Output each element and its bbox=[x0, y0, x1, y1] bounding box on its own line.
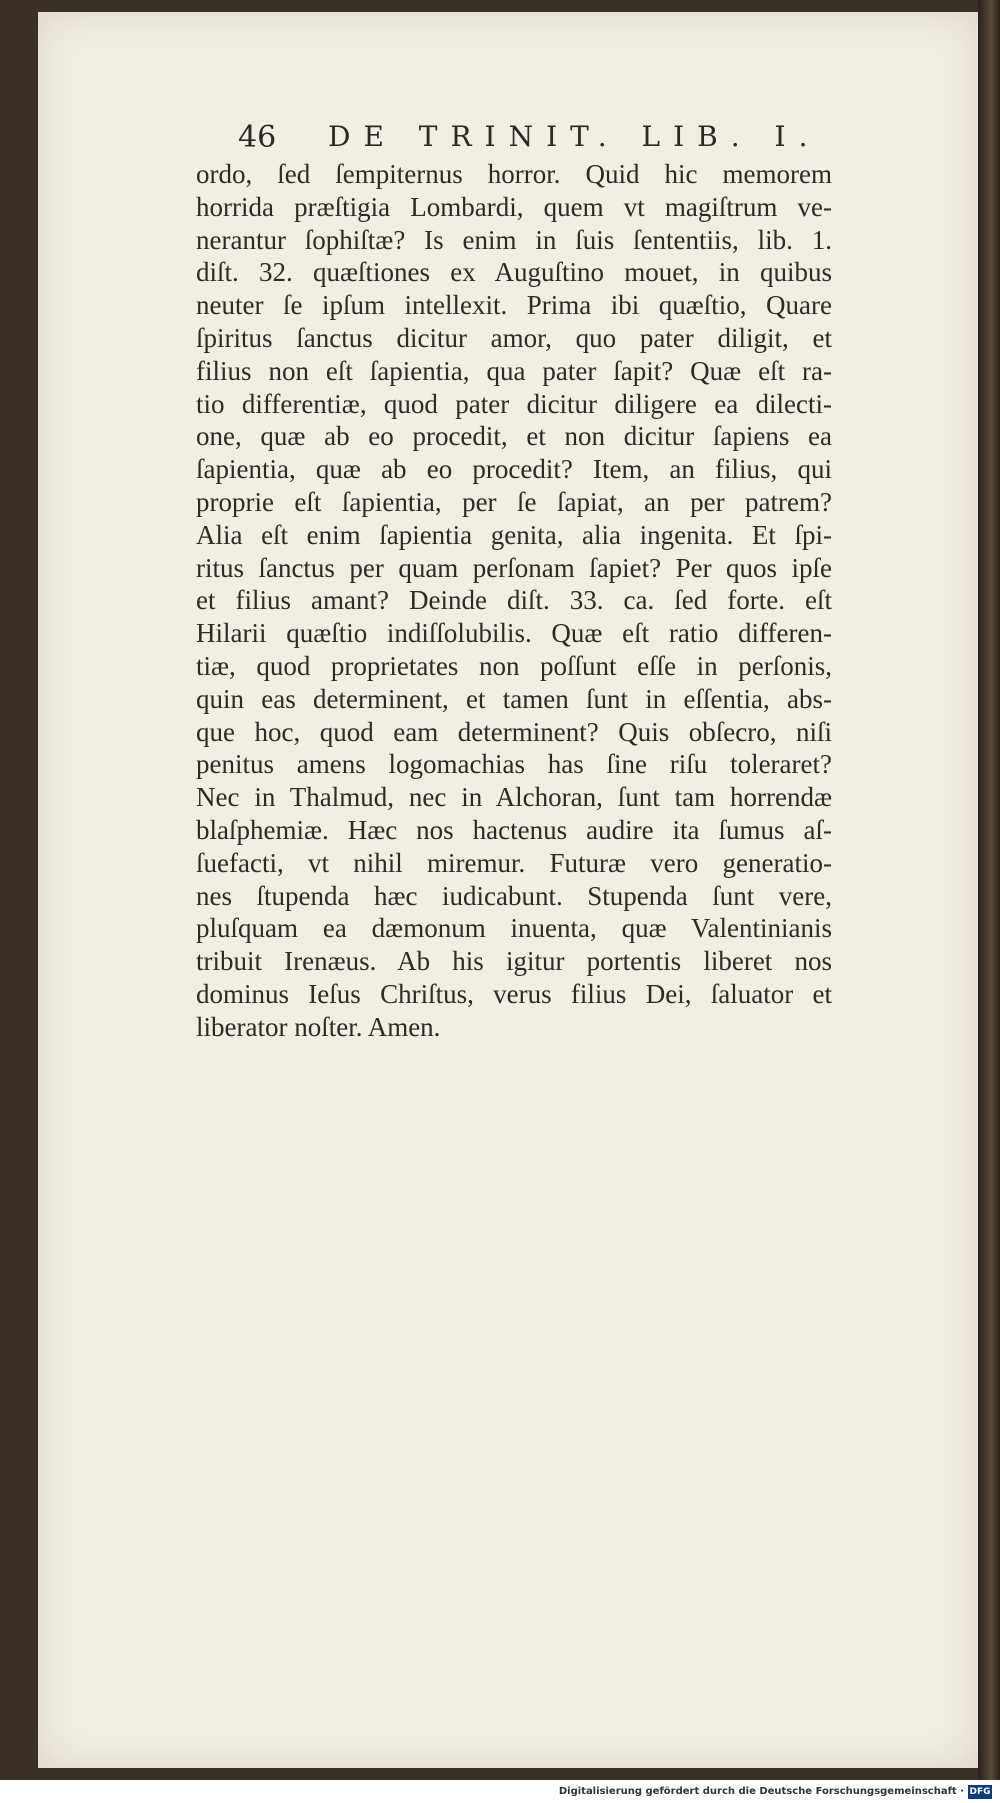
text-line: tio differentiæ, quod pater dicitur diligere ea dilecti- bbox=[196, 388, 832, 419]
text-line: diſt. 32. quæſtiones ex Auguſtino mouet, in quibus bbox=[196, 257, 832, 288]
text-line: filius non eſt ſapientia, qua pater ſapit? Quæ eſt ra- bbox=[196, 355, 832, 386]
text-line: tribuit Irenæus. Ab his igitur portentis liberet nos bbox=[196, 946, 832, 977]
digitization-credit: Digitalisierung gefördert durch die Deutsche Forschungsgemeinschaft · bbox=[558, 1786, 964, 1797]
text-line: Nec in Thalmud, nec in Alchoran, ſunt tam horrendæ bbox=[196, 782, 832, 813]
dfg-logo: DFG bbox=[969, 1787, 991, 1797]
text-line: ſpiritus ſanctus dicitur amor, quo pater diligit, et bbox=[196, 322, 832, 353]
text-line-last: liberator noſter. Amen. bbox=[196, 1011, 441, 1042]
text-line: nes ſtupenda hæc iudicabunt. Stupenda ſunt vere, bbox=[196, 880, 832, 911]
book-spine-edge bbox=[978, 0, 1000, 1780]
page-number: 46 bbox=[238, 120, 277, 155]
text-line: et filius amant? Deinde diſt. 33. ca. ſed forte. eſt bbox=[196, 585, 832, 616]
text-line: horrida præſtigia Lombardi, quem vt magiſtrum ve- bbox=[196, 191, 832, 222]
body-text bbox=[196, 158, 832, 1044]
text-line: ritus ſanctus per quam perſonam ſapiet? Per quos ipſe bbox=[196, 552, 832, 583]
text-line: pluſquam ea dæmonum inuenta, quæ Valentinianis bbox=[196, 913, 832, 944]
text-line: que hoc, quod eam determinent? Quis obſecro, niſi bbox=[196, 716, 832, 747]
text-line: quin eas determinent, et tamen ſunt in eſſentia, abs- bbox=[196, 683, 832, 714]
text-line: dominus Ieſus Chriſtus, verus filius Dei, ſaluator et bbox=[196, 978, 832, 1009]
text-line: Alia eſt enim ſapientia genita, alia ingenita. Et ſpi- bbox=[196, 519, 832, 550]
text-line: one, quæ ab eo procedit, et non dicitur ſapiens ea bbox=[196, 421, 832, 452]
text-line: proprie eſt ſapientia, per ſe ſapiat, an per patrem? bbox=[196, 486, 832, 517]
text-line: tiæ, quod proprietates non poſſunt eſſe in perſonis, bbox=[196, 650, 832, 681]
text-line: blaſphemiæ. Hæc nos hactenus audire ita ſumus aſ- bbox=[196, 814, 832, 845]
text-line: ſapientia, quæ ab eo procedit? Item, an filius, qui bbox=[196, 454, 832, 485]
text-line: ſuefacti, vt nihil miremur. Futuræ vero generatio- bbox=[196, 847, 832, 878]
text-line: penitus amens logomachias has ſine riſu toleraret? bbox=[196, 749, 832, 780]
text-line: ordo, ſed ſempiternus horror. Quid hic memorem bbox=[196, 159, 832, 189]
running-title: DE TRINIT. LIB. I. bbox=[328, 120, 821, 153]
text-line: nerantur ſophiſtæ? Is enim in ſuis ſententiis, lib. 1. bbox=[196, 224, 832, 255]
text-line: Hilarii quæſtio indiſſolubilis. Quæ eſt ratio differen- bbox=[196, 618, 832, 649]
text-line: neuter ſe ipſum intellexit. Prima ibi quæſtio, Quare bbox=[196, 290, 832, 321]
